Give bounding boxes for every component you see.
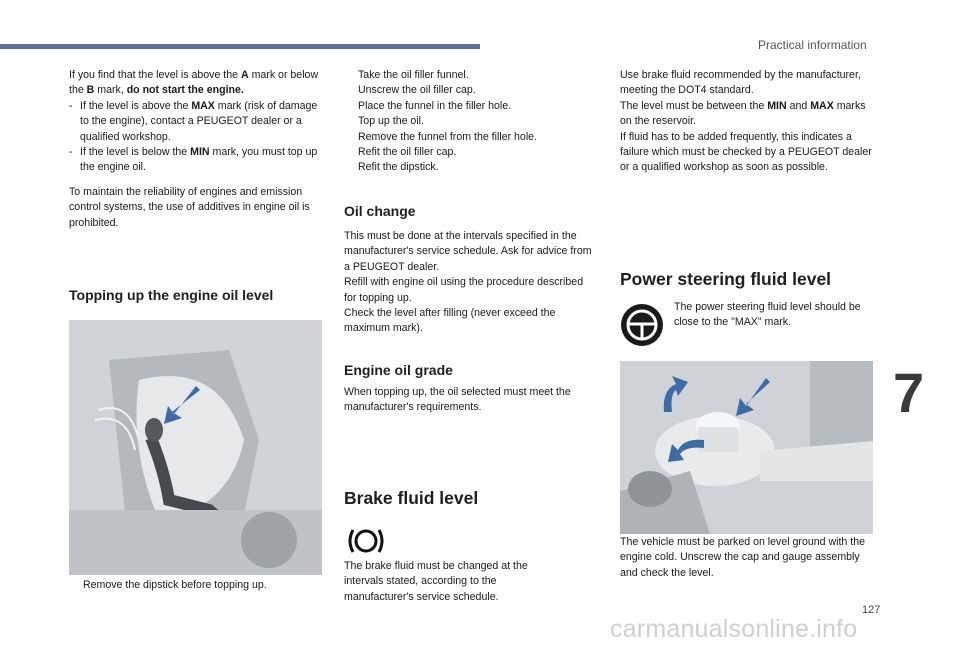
- brake-fluid-text: The brake fluid must be changed at the intervals stated, according to the manufacturer's service schedule.: [344, 560, 528, 603]
- watermark: carmanualsonline.info: [610, 615, 858, 643]
- step-item: Place the funnel in the filler hole.: [358, 99, 512, 112]
- column-2: [344, 68, 592, 176]
- power-steering-text: The power steering fluid level should be close to the "MAX" mark.: [674, 301, 861, 329]
- dash-item-min: - If the level is below the MIN mark, you must top up the engine oil.: [69, 146, 318, 174]
- brake-fluid-dot4-paragraph: Use brake fluid recommended by the manufacturer, meeting the DOT4 standard.: [620, 69, 861, 97]
- arrow-curved-left-icon: [664, 434, 704, 464]
- step-item: Unscrew the oil filler cap.: [358, 84, 476, 97]
- brake-fluid-heading: Brake fluid level: [344, 488, 479, 508]
- vehicle-parked-text: The vehicle must be parked on level ground with the engine cold. Unscrew the cap and gauge assembly and check the level.: [620, 536, 865, 579]
- step-item: Refit the oil filler cap.: [358, 146, 457, 159]
- step-item: Remove the funnel from the filler hole.: [358, 130, 538, 143]
- min-max-paragraph: The level must be between the MIN and MAX marks on the reservoir.: [620, 99, 866, 128]
- oil-change-text-2: Refill with engine oil using the procedure described for topping up.: [344, 276, 584, 304]
- header-accent-bar: [0, 44, 480, 49]
- dash-item-max: - If the level is above the MAX mark (risk of damage to the engine), contact a PEUGEOT dealer or a qualified workshop.: [69, 99, 318, 143]
- power-steering-heading: Power steering fluid level: [620, 269, 832, 289]
- steering-wheel-icon: [620, 303, 664, 347]
- step-item: Top up the oil.: [358, 115, 424, 128]
- column-3: [620, 68, 875, 176]
- remove-dipstick-bullet: Remove the dipstick before topping up.: [83, 579, 267, 591]
- brake-fluid-warning-icon: [347, 524, 385, 558]
- arrow-down-left-icon: [158, 384, 202, 428]
- additives-paragraph: To maintain the reliability of engines and emission control systems, the use of additives in engine oil is prohibited.: [69, 185, 310, 229]
- column-1: [69, 68, 325, 231]
- engine-oil-photo: [69, 320, 322, 575]
- level-warning-paragraph: If you find that the level is above the A mark or below the B mark, do not start the engine.: [69, 69, 319, 97]
- oil-change-text-3: Check the level after filling (never exceed the maximum mark).: [344, 307, 556, 335]
- page-number: 127: [862, 604, 881, 616]
- oil-change-text-block: [344, 229, 594, 337]
- frequent-topping-paragraph: If fluid has to be added frequently, this indicates a failure which must be checked by a PEUGEOT dealer or a qualified workshop as soon as possible.: [620, 130, 872, 174]
- section-title: Practical information: [758, 38, 867, 52]
- oil-change-heading: Oil change: [344, 203, 416, 219]
- step-item: Refit the dipstick.: [358, 161, 439, 174]
- arrow-curved-up-icon: [650, 370, 690, 412]
- step-item: Take the oil filler funnel.: [358, 69, 469, 81]
- engine-oil-grade-text: When topping up, the oil selected must meet the manufacturer's requirements.: [344, 386, 571, 414]
- engine-oil-grade-heading: Engine oil grade: [344, 362, 453, 378]
- arrow-down-left-icon: [732, 378, 772, 418]
- topping-up-heading: Topping up the engine oil level: [69, 287, 274, 303]
- oil-change-text: This must be done at the intervals specified in the manufacturer's service schedule. Ask for advice from a PEUGEOT dealer.: [344, 230, 592, 273]
- chapter-number: 7: [893, 361, 925, 424]
